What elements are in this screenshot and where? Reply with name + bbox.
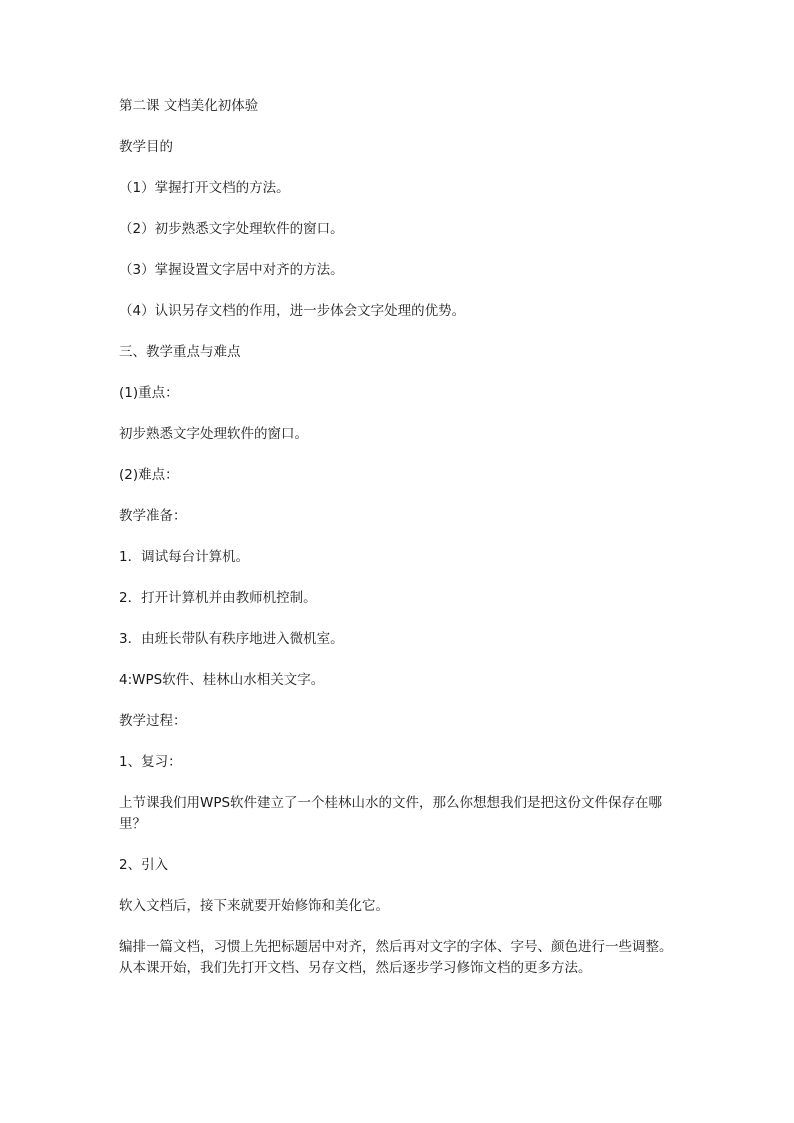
preparation-item-4: 4:WPS软件、桂林山水相关文字。: [119, 672, 325, 688]
objective-item-4: （4）认识另存文档的作用，进一步体会文字处理的优势。: [119, 303, 466, 319]
objective-item-3: （3）掌握设置文字居中对齐的方法。: [119, 262, 344, 278]
section-heading-preparation: 教学准备：: [119, 508, 187, 524]
review-paragraph: 上节课我们用WPS软件建立了一个桂林山水的文件，那么你想想我们是把这份文件保存在哪里？: [119, 795, 663, 832]
process-step-review: 1、复习：: [119, 754, 182, 770]
objective-item-2: （2）初步熟悉文字处理软件的窗口。: [119, 221, 344, 237]
section-heading-process: 教学过程：: [119, 713, 187, 729]
lesson-title: 第二课 文档美化初体验: [119, 98, 259, 114]
preparation-item-1: 1．调试每台计算机。: [119, 549, 250, 565]
intro-paragraph-1: 软入文档后，接下来就要开始修饰和美化它。: [119, 898, 389, 914]
preparation-item-2: 2．打开计算机并由教师机控制。: [119, 590, 317, 606]
section-heading-key-points: 三、教学重点与难点: [119, 344, 241, 360]
document-body: [119, 96, 679, 999]
key-point-text: 初步熟悉文字处理软件的窗口。: [119, 426, 308, 442]
difficulty-label: (2)难点：: [119, 467, 179, 483]
intro-paragraph-2: 编排一篇文档，习惯上先把标题居中对齐，然后再对文字的字体、字号、颜色进行一些调整。从本课开始，我们先打开文档、另存文档，然后逐步学习修饰文档的更多方法。: [119, 939, 673, 976]
objective-item-1: （1）掌握打开文档的方法。: [119, 180, 290, 196]
section-heading-objectives: 教学目的: [119, 139, 173, 155]
process-step-intro: 2、引入: [119, 857, 169, 873]
key-point-label: (1)重点：: [119, 385, 179, 401]
preparation-item-3: 3．由班长带队有秩序地进入微机室。: [119, 631, 344, 647]
